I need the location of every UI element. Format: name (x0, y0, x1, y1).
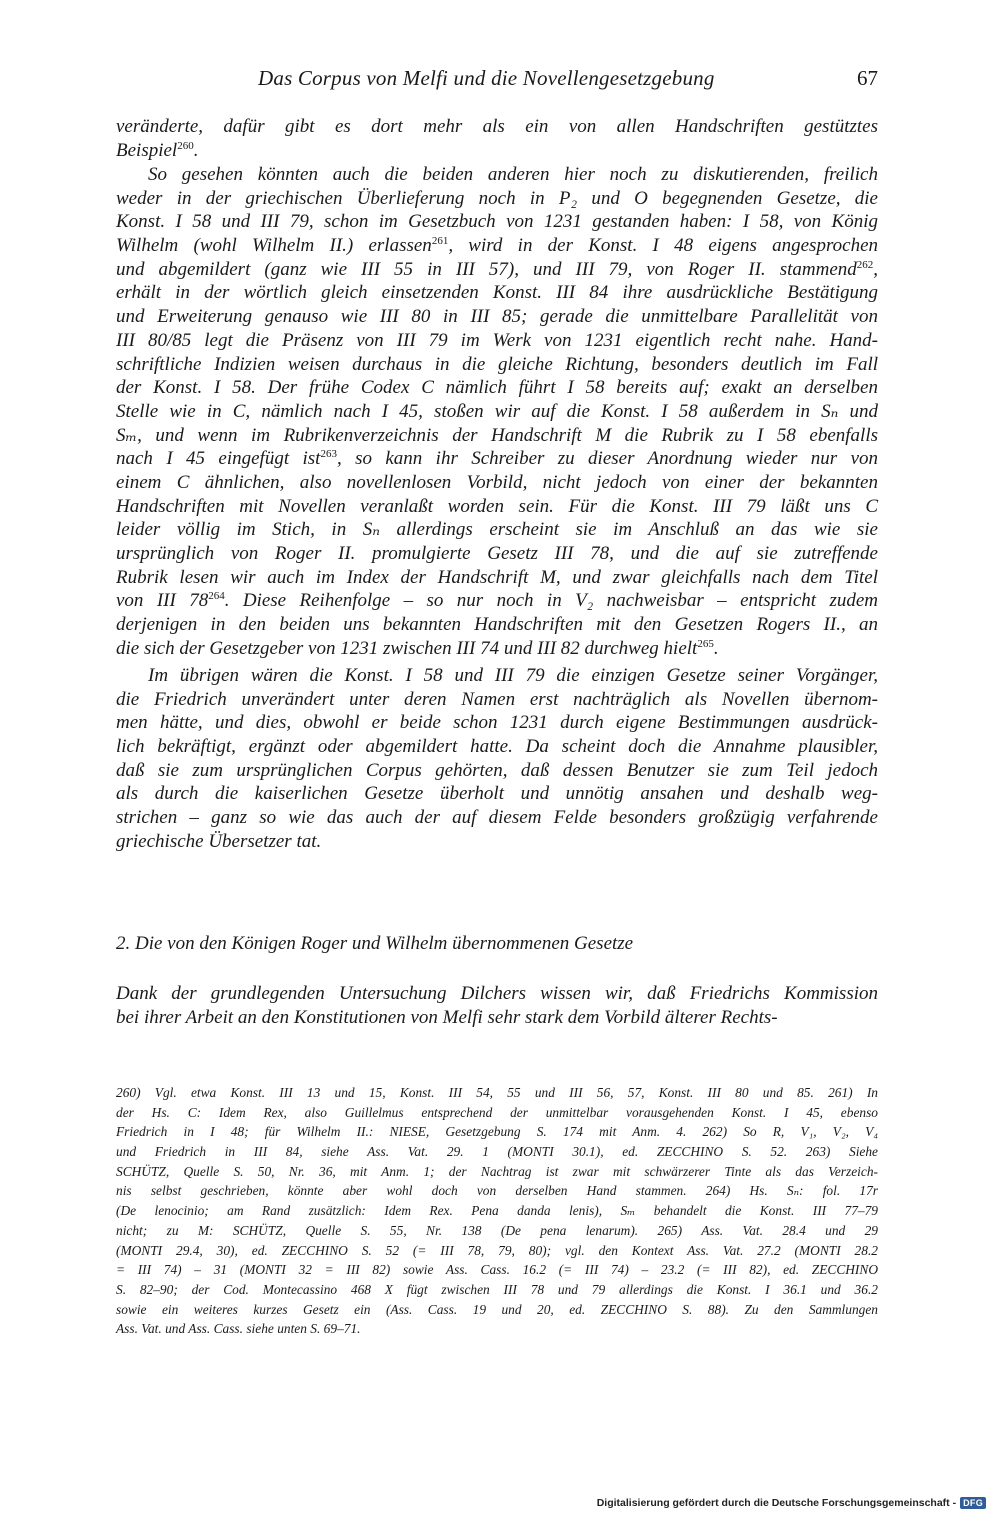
text-line: Dank der grundlegenden Untersuchung Dilchers wissen wir, daß Friedrichs Kommission (116, 983, 878, 1004)
footnote-line: S. 82–90; der Cod. Montecassino 468 X fügt zwischen III 78 und 79 allerdings die Konst. I 36.1 und 36.2 (116, 1281, 878, 1297)
section-heading: 2. Die von den Königen Roger und Wilhelm übernommenen Gesetze (116, 933, 634, 954)
text-line: Rubrik lesen wir auch im Index der Handschrift M, und zwar gleichfalls nach dem Titel (116, 566, 878, 588)
text-line: als durch die kaiserlichen Gesetze überholt und unnötig ansahen und deshalb weg- (116, 783, 878, 805)
section-paragraph (116, 982, 878, 1029)
footnote-marker: 265 (697, 637, 714, 650)
footnote-line: und Friedrich in III 84, siehe Ass. Vat. 29. 1 (MONTI 30.1), ed. ZECCHINO S. 52. 263) Siehe (116, 1144, 878, 1160)
footnote-marker: 260 (177, 139, 194, 152)
text-line: veränderte, dafür gibt es dort mehr als ein von allen Handschriften gestütztes (116, 116, 878, 137)
page-number: 67 (857, 66, 878, 90)
text-line: bei ihrer Arbeit an den Konstitutionen von Melfi sehr stark dem Vorbild älterer Rechts- (116, 1006, 778, 1028)
text-line: Im übrigen wären die Konst. I 58 und III 79 die einzigen Gesetze seiner Vorgänger, (148, 665, 878, 686)
text-line: Konst. I 58 und III 79, schon im Gesetzbuch von 1231 gestanden haben: I 58, von König (116, 211, 878, 233)
text-line: nach I 45 eingefügt ist$^{263}$, so kann ihr Schreiber zu dieser Anordnung wieder nur von (116, 448, 878, 470)
text-line: und Erweiterung genauso wie III 80 in III 85; gerade die unmittelbare Parallelität von (116, 306, 878, 328)
footnote-line: Friedrich in I 48; für Wilhelm II.: NIESE, Gesetzgebung S. 174 mit Anm. 4. 262) So R, V₁, V₂, V₄ (116, 1124, 878, 1140)
text-line: lich bekräftigt, ergänzt oder abgemildert hatte. Da scheint doch die Annahme plausibler, (116, 736, 878, 758)
footnote-line: der Hs. C: Idem Rex, also Guillelmus entsprechend der unmittelbar vorausgehenden Konst. I 45, ebenso (116, 1104, 878, 1120)
footnote-marker: 261 (431, 235, 449, 248)
text-line: weder in der griechischen Überlieferung noch in P₂ und O begegnenden Gesetze, die (116, 187, 878, 209)
text-line: III 80/85 legt die Präsenz von III 79 im Werk von 1231 eigentlich recht nahe. Hand- (116, 329, 878, 351)
footnote-line: Ass. Vat. und Ass. Cass. siehe unten S. 69–71. (116, 1321, 361, 1337)
footnote-line: = III 74) – 31 (MONTI 32 = III 82) sowie Ass. Cass. 16.2 (= III 74) – 23.2 (= III 82), ed. ZECCHINO (116, 1262, 878, 1278)
running-title: Das Corpus von Melfi und die Novellengesetzgebung (258, 66, 715, 90)
text-line: Stelle wie in C, nämlich nach I 45, stoßen wir auf die Konst. I 58 außerdem in Sₙ und (116, 400, 878, 422)
text-line: die Friedrich unverändert unter deren Namen erst nachträglich als Novellen übernom- (116, 688, 878, 710)
text-line: So gesehen könnten auch die beiden anderen hier noch zu diskutierenden, freilich (148, 164, 878, 185)
footnote-marker: 262 (856, 258, 874, 271)
page-header (116, 66, 878, 96)
footnote-line: nicht; zu M: SCHÜTZ, Quelle S. 55, Nr. 138 (De pena lenarum). 265) Ass. Vat. 28.4 und 29 (116, 1222, 878, 1238)
text-line: griechische Übersetzer tat. (116, 830, 322, 852)
paragraph-continuation (116, 115, 878, 162)
text-line: strichen – ganz so wie das auch der auf diesem Felde besonders großzügig verfahrende (116, 807, 878, 829)
paragraph-corpus-argument (116, 163, 878, 660)
text-line: Wilhelm (wohl Wilhelm II.) erlassen$^{261}$, wird in der Konst. I 48 eigens angesprochen (116, 235, 878, 257)
text-line: einem C ähnlichen, also novellenlosen Vorbild, nicht jedoch von einer der bekannten (116, 471, 878, 493)
text-line: men hätte, und dies, obwohl er beide schon 1231 durch eigene Bestimmungen ausdrück- (116, 712, 878, 734)
digitization-credit (597, 1497, 986, 1509)
footnote-line: nis selbst geschrieben, könnte aber wohl doch von derselben Hand stammen. 264) Hs. Sₙ: fol. 17r (116, 1183, 878, 1199)
text-line: Handschriften mit Novellen veranlaßt worden sein. Für die Konst. III 79 läßt uns C (116, 495, 878, 517)
text-line: daß sie zum ursprünglichen Corpus gehörten, daß dessen Benutzer sie zum Teil jedoch (116, 759, 878, 781)
text-line: ursprünglich von Roger II. promulgierte Gesetz III 78, und die auf sie zutreffende (116, 543, 878, 564)
paragraph-conclusion (116, 664, 878, 854)
credit-text: Digitalisierung gefördert durch die Deutsche Forschungsgemeinschaft - (596, 1497, 957, 1509)
footnote-line: (De lenocinio; am Rand zusätzlich: Idem Rex. Pena danda lenis), Sₘ behandelt die Konst. III 77–79 (116, 1203, 878, 1219)
footnotes (116, 1083, 878, 1339)
text-line: leider völlig im Stich, in Sₙ allerdings erscheint sie im Anschluß an das wie sie (116, 519, 878, 541)
text-line: derjenigen in den beiden uns bekannten Handschriften mit den Gesetzen Rogers II., an (116, 614, 878, 636)
dfg-logo: DFG (960, 1497, 986, 1509)
footnote-line: sowie ein weiteres kurzes Gesetz ein (Ass. Cass. 19 und 20, ed. ZECCHINO S. 88). Zu den Sammlungen (116, 1301, 878, 1317)
footnote-line: (MONTI 29.4, 30), ed. ZECCHINO S. 52 (= III 78, 79, 80); vgl. den Kontext Ass. Vat. 27.2 (MONTI 28.2 (116, 1242, 878, 1258)
text-line: der Konst. I 58. Der frühe Codex C nämlich führt I 58 bereits auf; exakt an derselben (116, 377, 878, 399)
footnote-line: 260) Vgl. etwa Konst. III 13 und 15, Konst. III 54, 55 und III 56, 57, Konst. III 80 und 85. 261) In (116, 1085, 878, 1100)
text-line: die sich der Gesetzgeber von 1231 zwischen III 74 und III 82 durchweg hielt$^{265}$. (116, 637, 719, 659)
text-line: Sₘ, und wenn im Rubrikenverzeichnis der Handschrift M die Rubrik zu I 58 ebenfalls (116, 424, 878, 446)
footnote-line: SCHÜTZ, Quelle S. 50, Nr. 36, mit Anm. 1; der Nachtrag ist zwar mit schwärzerer Tinte als das Verzeich- (116, 1163, 878, 1179)
text-line: schriftliche Indizien weisen durchaus in die gleiche Richtung, besonders deutlich im Fall (116, 353, 878, 375)
text-line: von III $78^{264}$. Diese Reihenfolge – so nur noch in V₂ nachweisbar – entspricht zudem (116, 590, 878, 612)
text-line: erhält in der wörtlich gleich einsetzenden Konst. III 84 ihre ausdrückliche Bestätigung (116, 282, 878, 304)
footnote-marker: 263 (320, 448, 337, 461)
text-line: Beispiel$^{260}$. (116, 139, 199, 161)
text-line: und abgemildert (ganz wie III 55 in III 57), und III 79, von Roger II. stammend$^{262}$, (116, 258, 878, 280)
footnote-marker: 264 (208, 590, 225, 603)
